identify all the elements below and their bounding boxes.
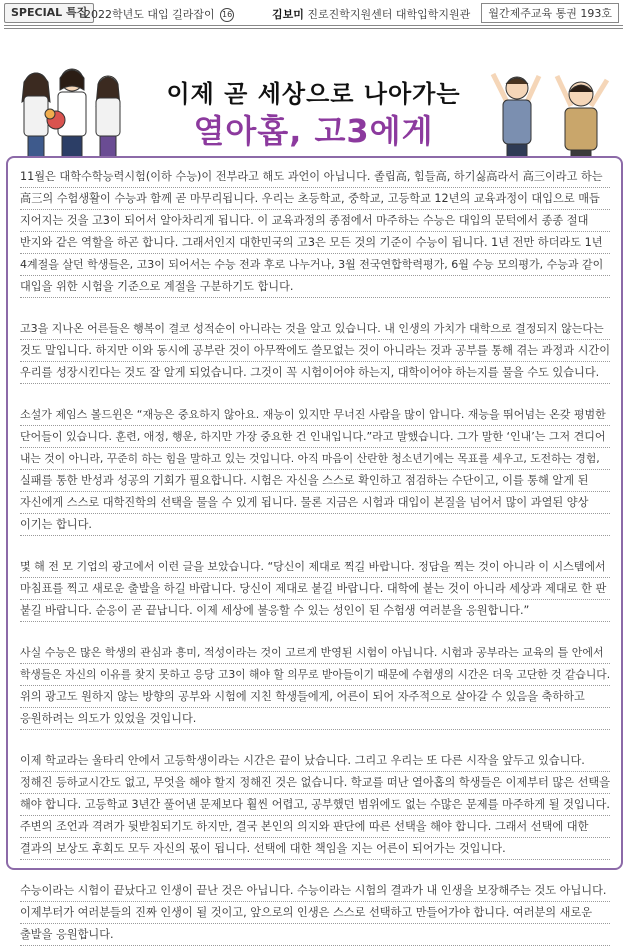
series-number: 16: [220, 8, 234, 22]
body-line: 위의 광고도 원하지 않는 방향의 공부와 시험에 지친 학생들에게, 어른이 되어 자주적으로 살아갈 수 있음을 축하하고: [20, 686, 610, 708]
header-divider: [4, 25, 623, 26]
body-line: 출발을 응원합니다.: [20, 924, 610, 946]
body-line: 사실 수능은 많은 학생의 관심과 흥미, 적성이라는 것이 고르게 반영된 시험이 아닙니다. 시험과 공부라는 교육의 틀 안에서: [20, 642, 610, 664]
body-line: 주변의 조언과 격려가 뒷받침되기도 하지만, 결국 본인의 의지와 판단에 따른 선택을 해야 합니다. 그래서 선택에 대한: [20, 816, 610, 838]
body-line: 실패를 통한 반성과 성공의 기회가 필요합니다. 시험은 자신을 스스로 확인하고 점검하는 수단이고, 이를 통해 알게 된: [20, 470, 610, 492]
body-paragraph: [20, 642, 610, 730]
body-line: 몇 해 전 모 기업의 광고에서 이런 글을 보았습니다. “당신이 제대로 찍길 바랍니다. 정답을 찍는 것이 아니라 이 시스템에서: [20, 556, 610, 578]
body-line: 응원하려는 의도가 있었을 것입니다.: [20, 708, 610, 730]
body-line: 지어지는 것을 고3이 되어서 알아차리게 됩니다. 이 교육과정의 종점에서 마주하는 수능은 대입의 문턱에서 종종 절대: [20, 210, 610, 232]
body-line: 정해진 등하교시간도 없고, 무엇을 해야 할지 정해진 것은 없습니다. 학교를 떠난 열아홉의 학생들은 이제부터 많은 선택을: [20, 772, 610, 794]
author-affiliation: 진로진학지원센터 대학입학지원관: [307, 8, 471, 21]
page-header: [0, 0, 627, 26]
series-title: [84, 6, 234, 22]
body-line: 高三의 수험생활이 수능과 함께 곧 마무리됩니다. 우리는 초등학교, 중학교, 고등학교 12년의 교육과정이 대입으로 매듭: [20, 188, 610, 210]
body-line: 이기는 합니다.: [20, 514, 610, 536]
body-line: 것도 말입니다. 하지만 이와 동시에 공부란 것이 아무짝에도 쓸모없는 것이 아니라는 것과 공부를 통해 겪는 과정과 시간이: [20, 340, 610, 362]
article-body: [20, 166, 610, 946]
body-paragraph: [20, 166, 610, 298]
series-label: 2022학년도 대입 길라잡이: [84, 8, 215, 21]
body-line: 11월은 대학수학능력시험(이하 수능)이 전부라고 해도 과언이 아닙니다. 졸립高, 힘들高, 하기싫高라서 高三이라고 하는: [20, 166, 610, 188]
body-line: 결과의 보상도 후회도 모두 자신의 몫이 됩니다. 선택에 대한 책임을 지는 어른이 되어가는 것입니다.: [20, 838, 610, 860]
body-line: 우리를 성장시킨다는 것도 잘 알게 되었습니다. 그것이 꼭 시험이어야 하는지, 대학이어야 하는지를 물을 수도 있습니다.: [20, 362, 610, 384]
article-subtitle: 이제 곧 세상으로 나아가는: [166, 80, 461, 108]
issue-label: 월간제주교육 통권 193호: [481, 3, 619, 23]
body-line: 붙길 바랍니다. 순응이 곧 끝납니다. 이제 세상에 불응할 수 있는 성인이 된 수험생 여러분을 응원합니다.”: [20, 600, 610, 622]
article-body-panel: [6, 156, 623, 941]
section-tag: SPECIAL 특집: [4, 3, 94, 23]
body-line: 소설가 제임스 볼드윈은 “재능은 중요하지 않아요. 재능이 있지만 무너진 사람을 많이 압니다. 재능을 뛰어넘는 온갖 평범한: [20, 404, 610, 426]
author-line: [272, 6, 470, 22]
body-paragraph: [20, 880, 610, 946]
body-paragraph: [20, 750, 610, 860]
body-line: 4계절을 살던 학생들은, 고3이 되어서는 수능 전과 후로 나누거나, 3월 전국연합학력평가, 6월 수능 모의평가, 수능과 같이: [20, 254, 610, 276]
body-paragraph: [20, 556, 610, 622]
body-line: 마침표를 찍고 새로운 출발을 하길 바랍니다. 당신이 제대로 붙길 바랍니다. 대학에 붙는 것이 아니라 세상과 제대로 한 판: [20, 578, 610, 600]
header-divider-2: [4, 28, 623, 29]
body-paragraph: [20, 318, 610, 384]
body-line: 자신에게 스스로 대학진학의 선택을 물을 수 있게 됩니다. 물론 지금은 시험과 대입이 본질을 넘어서 많이 과열된 양상: [20, 492, 610, 514]
author-name: 김보미: [272, 8, 304, 21]
article-title: 열아홉, 고3에게: [193, 112, 434, 150]
body-line: 내는 것이 아니라, 꾸준히 하는 힘을 말하고 있는 것입니다. 아직 마음이 산란한 청소년기에는 목표를 세우고, 도전하는 경험,: [20, 448, 610, 470]
body-line: 고3을 지나온 어른들은 행복이 결코 성적순이 아니라는 것을 알고 있습니다. 내 인생의 가치가 대학으로 결정되지 않는다는: [20, 318, 610, 340]
body-line: 이제부터가 여러분들의 진짜 인생이 될 것이고, 앞으로의 인생은 스스로 선택하고 만들어가야 합니다. 여러분의 새로운: [20, 902, 610, 924]
body-line: 반지와 같은 역할을 하곤 합니다. 그래서인지 대한민국의 고3은 모든 것의 기준이 수능이 됩니다. 1년 전만 하더라도 1년: [20, 232, 610, 254]
body-line: 대입을 위한 시험을 기준으로 계절을 구분하기도 합니다.: [20, 276, 610, 298]
body-line: 해야 합니다. 고등학교 3년간 풀어낸 문제보다 훨씬 어렵고, 공부했던 범위에도 없는 수많은 문제를 마주하게 될 것입니다.: [20, 794, 610, 816]
body-line: 이제 학교라는 울타리 안에서 고등학생이라는 시간은 끝이 났습니다. 그리고 우리는 또 다른 시작을 앞두고 있습니다.: [20, 750, 610, 772]
body-line: 학생들은 자신의 이유를 찾지 못하고 응당 고3이 해야 할 의무로 받아들이기 때문에 수험생의 시간은 더욱 고단한 것 같습니다.: [20, 664, 610, 686]
body-paragraph: [20, 404, 610, 536]
body-line: 수능이라는 시험이 끝났다고 인생이 끝난 것은 아닙니다. 수능이라는 시험의 결과가 내 인생을 보장해주는 것도 아닙니다.: [20, 880, 610, 902]
body-line: 단어들이 있습니다. 훈련, 애정, 행운, 하지만 가장 중요한 건 인내입니다.”라고 말했습니다. 그가 말한 ‘인내’는 그저 견디어: [20, 426, 610, 448]
